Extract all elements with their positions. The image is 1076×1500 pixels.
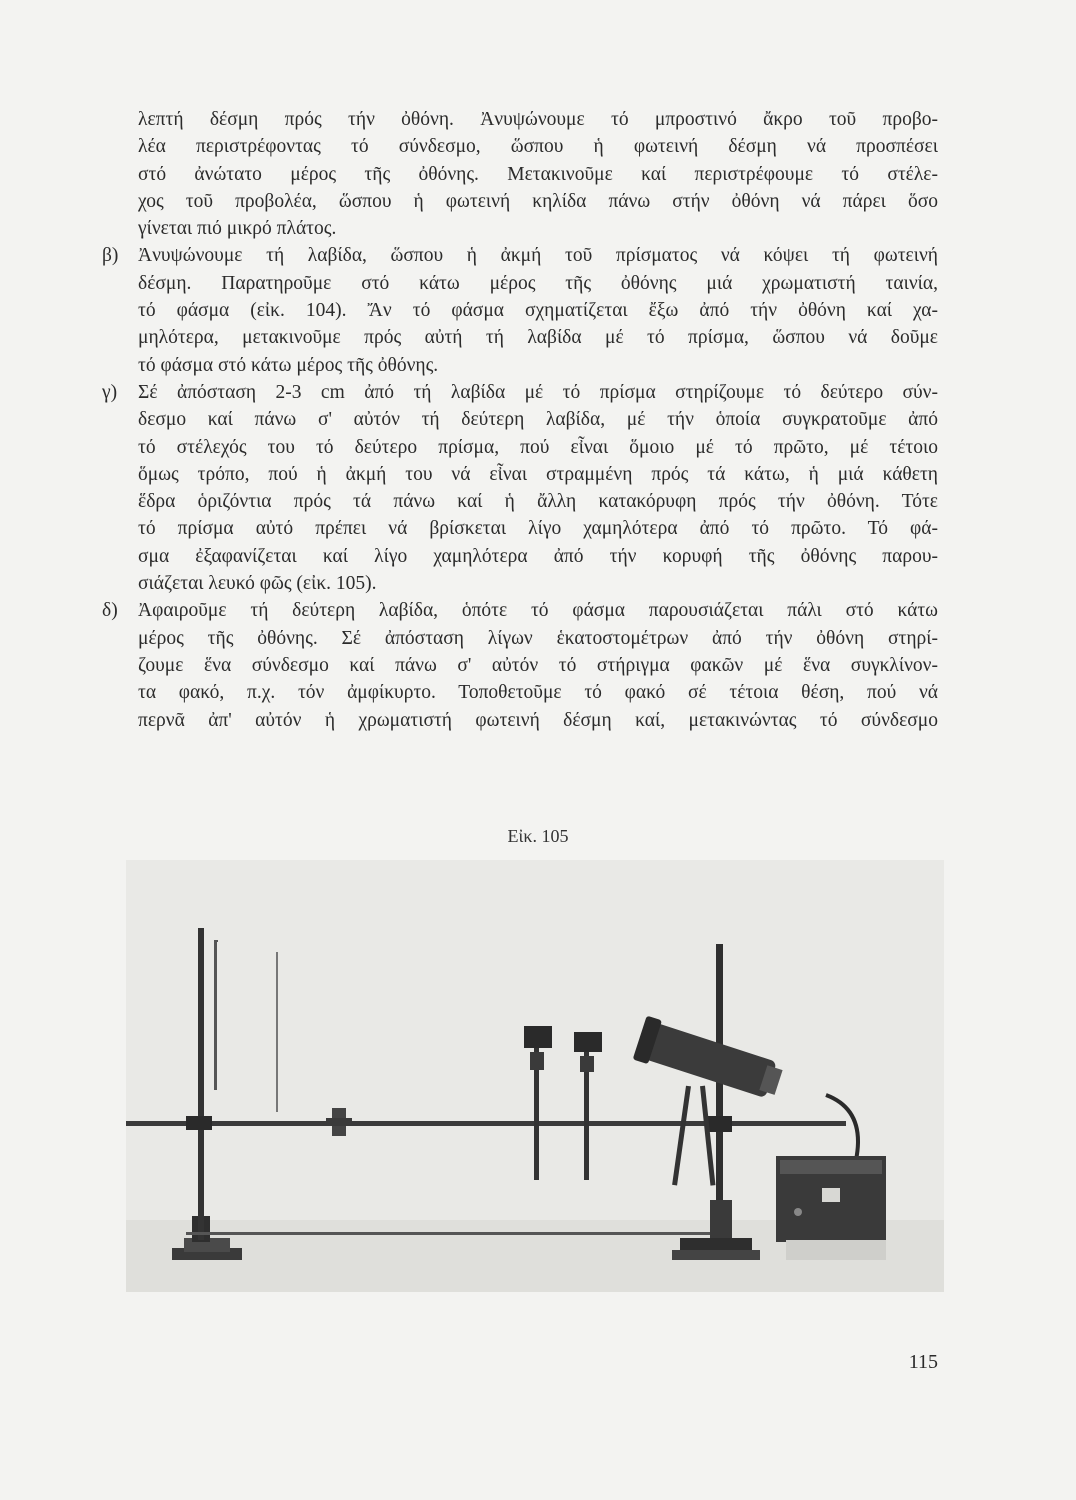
text-line: Ἀνυψώνουμε τή λαβίδα, ὥσπου ἡ ἀκμή τοῦ πρίσματος νά κόψει τή φωτεινή xyxy=(138,245,938,267)
prism-clamp-2 xyxy=(574,1032,602,1052)
right-rod-clamp xyxy=(708,1116,732,1132)
screen-frame-right xyxy=(276,952,278,1112)
right-base-plate xyxy=(672,1250,760,1260)
power-supply-base xyxy=(786,1240,886,1260)
power-supply-lid xyxy=(780,1160,882,1174)
text-line: Ἀφαιροῦμε τή δεύτερη λαβίδα, ὁπότε τό φάσμα παρουσιάζεται πάλι στό κάτω xyxy=(138,600,938,622)
paragraph-label: δ) xyxy=(102,600,118,622)
left-rod-clamp xyxy=(186,1116,212,1130)
prism-clamp-2-screw xyxy=(580,1056,594,1072)
text-line: σμα ἐξαφανίζεται καί λίγο χαμηλότερα ἀπό τήν κορυφή τῆς ὀθόνης παρου- xyxy=(138,545,938,567)
power-supply-label xyxy=(822,1188,840,1202)
paragraph-gamma xyxy=(102,379,938,597)
text-line: τό φάσμα (εἰκ. 104). Ἄν τό φάσμα σχηματίζεται ἔξω ἀπό τήν ὀθόνη καί χα- xyxy=(138,300,938,322)
paragraph-beta xyxy=(102,242,938,378)
text-line: ὅμως τρόπο, πού ἡ ἀκμή του νά εἶναι στραμμένη πρός τά κάτω, ἡ μιά κάθετη xyxy=(138,463,938,485)
text-line: ἕδρα ὁριζόντια πρός τά πάνω καί ἡ ἄλλη κατακόρυφη πρός τήν ὀθόνη. Τότε xyxy=(138,491,938,513)
text-line: τό πρίσμα αὐτό πρέπει νά βρίσκεται λίγο χαμηλότερα ἀπό τό πρῶτο. Τό φά- xyxy=(138,518,938,540)
text-line: τα φακό, π.χ. τόν ἀμφίκυρτο. Τοποθετοῦμε τό φακό σέ τέτοια θέση, πού νά xyxy=(138,682,938,704)
text-line: δεσμο καί πάνω σ' αὐτόν τή δεύτερη λαβίδα, μέ τήν ὁποία συγκρατοῦμε ἀπό xyxy=(138,409,938,431)
text-line: λέα περιστρέφοντας τό σύνδεσμο, ὥσπου ἡ φωτεινή δέσμη νά προσπέσει xyxy=(138,136,938,158)
text-line: τό στέλεχός του τό δεύτερο πρίσμα, πού εἶναι ὅμοιο μέ τό πρῶτο, μέ τέτοιο xyxy=(138,436,938,458)
prism-clamp-1-screw xyxy=(530,1052,544,1070)
power-knob-icon xyxy=(794,1208,802,1216)
screen-frame xyxy=(214,940,217,1090)
right-clamp-foot xyxy=(710,1200,732,1240)
text-line: σιάζεται λευκό φῶς (εἰκ. 105). xyxy=(138,573,377,595)
page-number: 115 xyxy=(908,1351,938,1373)
text-line: χος τοῦ προβολέα, ὥσπου ἡ φωτεινή κηλίδα πάνω στήν ὀθόνη νά πάρει ὅσο xyxy=(138,190,938,212)
text-line: μέρος τῆς ὀθόνης. Σέ ἀπόσταση λίγων ἑκατοστομέτρων ἀπό τήν ὀθόνη στηρί- xyxy=(138,627,938,649)
paragraph-label: γ) xyxy=(102,381,118,403)
text-line: Σέ ἀπόσταση 2-3 cm ἀπό τή λαβίδα μέ τό πρίσμα στηρίζουμε τό δεύτερο σύν- xyxy=(138,381,938,403)
text-line: γίνεται πιό μικρό πλάτος. xyxy=(138,218,337,240)
text-line: περνᾶ ἀπ' αὐτόν ἡ χρωματιστή φωτεινή δέσμη καί, μετακινώντας τό σύνδεσμο xyxy=(138,709,938,731)
body-text xyxy=(102,106,938,734)
apparatus-illustration xyxy=(126,860,944,1292)
figure-photo xyxy=(126,860,944,1292)
paragraph-label: β) xyxy=(102,245,119,267)
text-line: δέσμη. Παρατηροῦμε στό κάτω μέρος τῆς ὀθόνης μιά χρωματιστή ταινία, xyxy=(138,272,938,294)
text-line: στό ἀνώτατο μέρος τῆς ὀθόνης. Μετακινοῦμε καί περιστρέφουμε τό στέλε- xyxy=(138,163,938,185)
text-line: μηλότερα, μετακινοῦμε πρός αὐτή τή λαβίδα μέ τό πρίσμα, ὥσπου νά δοῦμε xyxy=(138,327,938,349)
text-line: ζουμε ἕνα σύνδεσμο καί πάνω σ' αὐτόν τό στήριγμα φακῶν μέ ἕνα συγκλίνον- xyxy=(138,654,938,676)
screen-top xyxy=(214,940,218,942)
lower-rod xyxy=(186,1232,726,1235)
slider-clamp-jaw xyxy=(326,1118,352,1126)
left-vertical-rod xyxy=(198,928,204,1240)
prism-clamp-1 xyxy=(524,1026,552,1048)
text-line: λεπτή δέσμη πρός τήν ὀθόνη. Ἀνυψώνουμε τό μπροστινό ἄκρο τοῦ προβο- xyxy=(138,109,938,130)
paragraph-delta xyxy=(102,597,938,733)
text-line: τό φάσμα στό κάτω μέρος τῆς ὀθόνης. xyxy=(138,354,439,376)
horizontal-rod xyxy=(126,1121,846,1126)
right-stand-base xyxy=(680,1238,752,1252)
figure-caption: Εἰκ. 105 xyxy=(507,826,569,846)
paragraph-intro xyxy=(138,106,938,242)
right-vertical-rod xyxy=(716,944,723,1244)
